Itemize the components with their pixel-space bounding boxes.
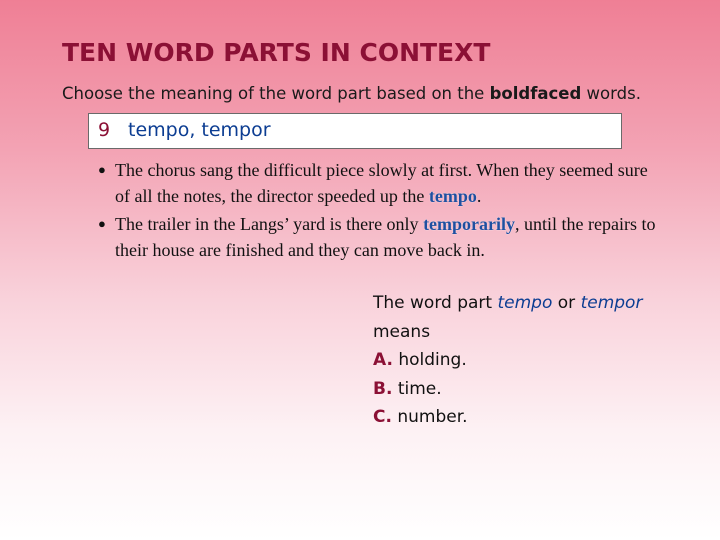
question-suffix: means [373,321,431,342]
instruction-after: words. [586,84,641,103]
example-sentence-2 [98,211,658,263]
sentence-after: , until the repairs to their house are finished and they can move back in. [115,214,656,260]
question-line [373,289,673,318]
highlighted-word: temporarily [423,214,516,234]
option-b[interactable] [373,375,673,404]
sentence-before: The chorus sang the difficult piece slowly at first. When they seemed sure of all the notes, the director speeded up the [115,160,648,206]
bullet-icon: ● [98,216,106,231]
question-prefix: The word part [373,293,493,313]
sentence-before: The trailer in the Langs’ yard is there only [115,214,419,234]
option-text: time. [397,378,442,399]
option-letter: C. [373,407,392,427]
sentence-text [98,157,658,209]
question-connector: or [557,293,576,313]
option-letter: B. [373,378,393,399]
option-c[interactable] [373,403,673,432]
word-part-box [88,113,622,149]
option-text: number. [397,407,468,427]
question-term-1: tempo [497,293,553,313]
example-sentence-1 [98,157,658,209]
sentence-text [98,211,658,263]
highlighted-word: tempo [428,186,477,206]
option-a[interactable] [373,346,673,375]
sentence-after: . [476,186,482,206]
option-text: holding. [398,350,467,370]
word-part-label: tempo, tempor [128,119,271,141]
question-block [373,289,673,432]
bullet-icon: ● [98,162,106,177]
option-letter: A. [373,350,393,370]
instruction-bold: boldfaced [489,84,582,103]
word-part-number: 9 [98,119,111,141]
question-term-2: tempor [580,293,643,313]
instruction-before: Choose the meaning of the word part based on the [62,84,485,103]
page-title: TEN WORD PARTS IN CONTEXT [62,38,491,67]
instruction-text [62,84,641,103]
